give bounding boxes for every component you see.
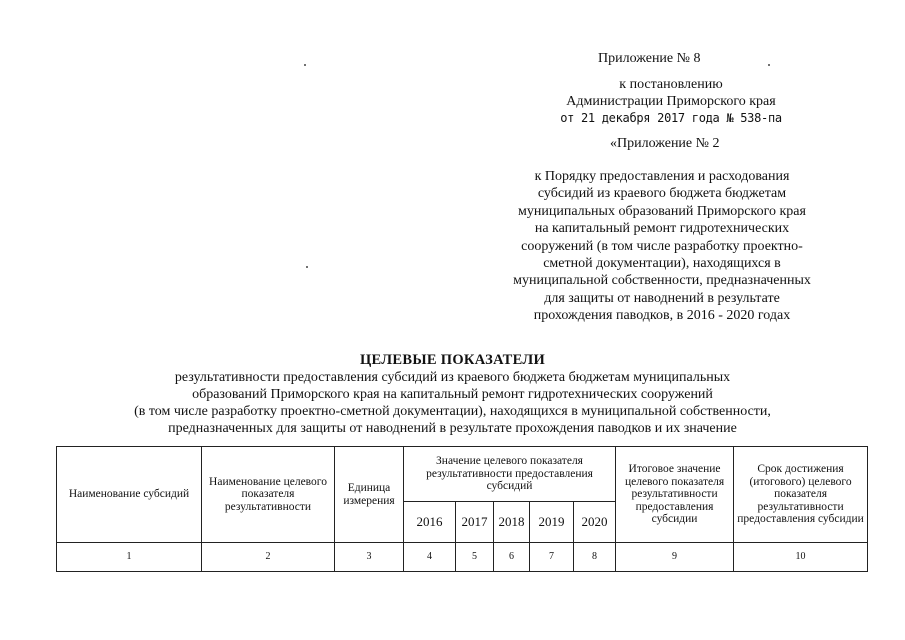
procedure-line: прохождения паводков, в 2016 - 2020 годах bbox=[533, 308, 791, 324]
column-number: 4 bbox=[404, 543, 456, 572]
appendix-ref: «Приложение № 2 bbox=[610, 136, 720, 151]
header-year: 2016 bbox=[404, 502, 456, 543]
title-line: (в том числе разработку проектно-сметной документации), находящихся в муниципальной собственности, bbox=[134, 404, 771, 419]
title-line: образований Приморского края на капитальный ремонт гидротехнических сооружений bbox=[192, 387, 713, 402]
header-unit: Единица измерения bbox=[335, 447, 404, 543]
column-number: 7 bbox=[530, 543, 574, 572]
title-line: предназначенных для защиты от наводнений в результате прохождения паводков и их значение bbox=[168, 421, 737, 436]
header-subsidy-name: Наименование субсидий bbox=[57, 447, 202, 543]
scan-speck bbox=[304, 64, 306, 66]
procedure-line: сметной документации), находящихся в bbox=[543, 256, 781, 272]
header-deadline: Срок достижения (итогового) целевого показателя результативности предоставления субсидии bbox=[734, 447, 868, 543]
header-indicator-name: Наименование целевого показателя результативности bbox=[202, 447, 335, 543]
procedure-line: сооружений (в том числе разработку проектно- bbox=[521, 238, 803, 254]
column-number: 9 bbox=[616, 543, 734, 572]
column-number: 3 bbox=[335, 543, 404, 572]
column-number: 10 bbox=[734, 543, 868, 572]
scan-speck bbox=[306, 266, 308, 268]
column-number: 2 bbox=[202, 543, 335, 572]
procedure-line: субсидий из краевого бюджета бюджетам bbox=[537, 186, 787, 202]
procedure-line: к Порядку предоставления и расходования bbox=[534, 169, 790, 184]
title-heading: ЦЕЛЕВЫЕ ПОКАЗАТЕЛИ bbox=[359, 352, 546, 368]
decree-reference bbox=[546, 76, 796, 127]
header-year: 2019 bbox=[530, 502, 574, 543]
column-number: 8 bbox=[574, 543, 616, 572]
title-line: результативности предоставления субсидий из краевого бюджета бюджетам муниципальных bbox=[174, 370, 731, 385]
procedure-line: муниципальной собственности, предназначенных bbox=[513, 273, 811, 289]
header-year: 2017 bbox=[456, 502, 494, 543]
decree-line: Администрации Приморского края bbox=[566, 94, 776, 109]
column-number: 1 bbox=[57, 543, 202, 572]
header-year: 2018 bbox=[494, 502, 530, 543]
decree-line: к постановлению bbox=[619, 77, 723, 92]
header-year: 2020 bbox=[574, 502, 616, 543]
decree-date-number: от 21 декабря 2017 года № 538-па bbox=[560, 111, 782, 125]
appendix-number: Приложение № 8 bbox=[598, 51, 701, 66]
header-total-value: Итоговое значение целевого показателя результативности предоставления субсидии bbox=[616, 447, 734, 543]
document-title bbox=[0, 352, 905, 437]
table-column-numbers-row bbox=[57, 543, 868, 572]
procedure-line: для защиты от наводнений в результате bbox=[544, 290, 780, 306]
procedure-line: муниципальных образований Приморского края bbox=[518, 203, 806, 219]
table-header-row bbox=[57, 447, 868, 502]
indicators-table bbox=[56, 446, 868, 572]
procedure-reference bbox=[482, 168, 842, 325]
column-number: 5 bbox=[456, 543, 494, 572]
procedure-line: на капитальный ремонт гидротехнических bbox=[534, 221, 790, 237]
scan-speck bbox=[768, 64, 770, 66]
column-number: 6 bbox=[494, 543, 530, 572]
header-value-group: Значение целевого показателя результативности предоставления субсидий bbox=[404, 447, 616, 502]
